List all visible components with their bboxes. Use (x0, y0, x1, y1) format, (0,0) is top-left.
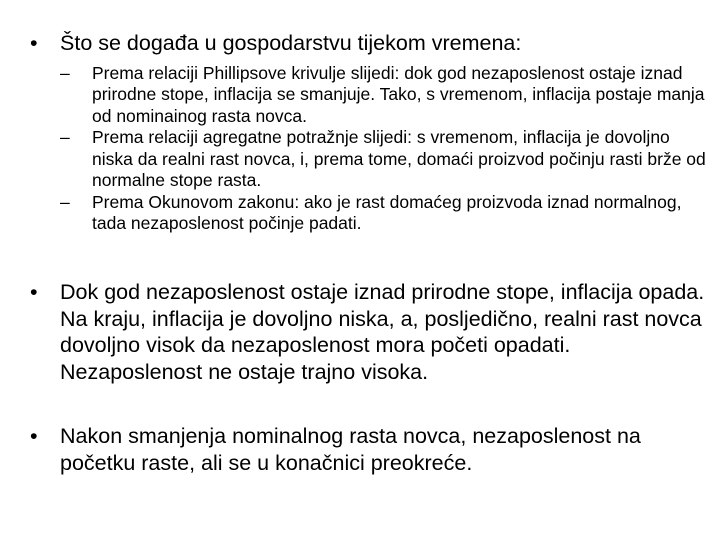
bullet-block-3 (30, 423, 710, 476)
bullet-marker: • (30, 31, 38, 55)
sub-item-2 (60, 127, 710, 192)
sub-item-1 (60, 63, 710, 128)
sub-text: Prema Okunovom zakonu: ako je rast domaćeg proizvoda iznad normalnog, tada nezaposlenost počinje padati. (92, 191, 682, 233)
sub-item-3 (60, 192, 710, 235)
bullet-marker: • (30, 424, 38, 448)
sub-marker: – (60, 62, 70, 83)
sub-text: Prema relaciji agregatne potražnje slijedi: s vremenom, inflacija je dovoljno niska da realni rast novca, i, prema tome, domaći proizvod počinju rasti brže od normalne stope rasta. (92, 127, 706, 190)
bullet-item-1 (30, 30, 710, 57)
bullet-marker: • (30, 280, 38, 304)
bullet-text: Što se događa u gospodarstvu tijekom vremena: (60, 31, 522, 55)
bullet-text: Dok god nezaposlenost ostaje iznad prirodne stope, inflacija opada. Na kraju, inflacija je dovoljno niska, a, posljedično, realni rast novca dovoljno visok da nezaposlenost mora početi opadati. Nezaposlenost ne ostaje trajno visoka. (60, 280, 705, 384)
sub-marker: – (60, 127, 70, 147)
sub-text: Prema relaciji Phillipsove krivulje slijedi: dok god nezaposlenost ostaje iznad prirodne stope, inflacija se smanjuje. Tako, s vremenom, inflacija postaje manja od nominainog rasta novca. (92, 62, 705, 126)
sub-list (30, 63, 710, 235)
sub-marker: – (60, 191, 70, 212)
bullet-block-2 (30, 279, 710, 385)
bullet-item-2 (30, 279, 710, 385)
bullet-text: Nakon smanjenja nominalnog rasta novca, nezaposlenost na početku raste, ali se u konačnici preokreće. (60, 424, 641, 475)
bullet-block-1 (30, 30, 710, 235)
bullet-item-3 (30, 423, 710, 476)
